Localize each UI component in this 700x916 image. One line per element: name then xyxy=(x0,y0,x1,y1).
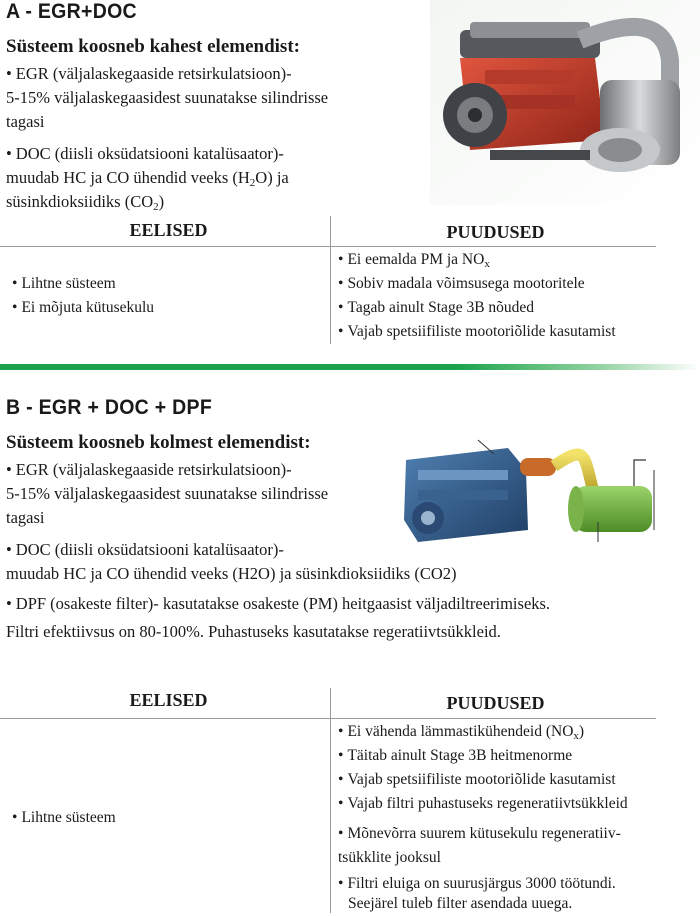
section-divider xyxy=(0,364,700,370)
section-b-egr-line3: tagasi xyxy=(6,508,45,527)
section-a-con-item: • Vajab spetsiifiliste mootoriõlide kasutamist xyxy=(338,320,616,344)
section-a-doc-line3: süsinkdioksiidiks $(CO_2)$ xyxy=(6,192,165,213)
section-a-pros-header: EELISED xyxy=(129,220,208,240)
section-b-con-item: • Filtri eluiga on suurusjärgus 3000 töötundi. xyxy=(338,872,616,896)
section-b-con-item: • Täitab ainult Stage 3B heitmenorme xyxy=(338,744,572,768)
section-a-title: A - EGR+DOC xyxy=(6,0,137,23)
engine-egr-doc-dpf-icon xyxy=(398,430,656,552)
section-b-egr-line2: 5-15% väljalaskegaasidest suunatakse silindrisse xyxy=(6,484,329,503)
section-b-title: B - EGR + DOC + DPF xyxy=(6,396,213,419)
section-a-egr-line1: • EGR (väljalaskegaaside retsirkulatsioon)- xyxy=(6,62,292,86)
section-b-doc-line2: muudab HC ja CO ühendid veeks (H2O) ja süsinkdioksiidiks (CO2) xyxy=(6,564,457,583)
section-b-con-item: • Mõnevõrra suurem kütusekulu regeneratiiv- xyxy=(338,822,621,846)
section-b-table-rule xyxy=(0,718,656,719)
section-b-con-item-cont: Seejärel tuleb filter asendada uuega. xyxy=(348,895,573,912)
section-b-con-item: • Vajab filtri puhastuseks regeneratiivtsükkleid xyxy=(338,792,628,816)
engine-egr-doc-dpf-illustration xyxy=(398,430,656,552)
section-b-dpf-line1: • DPF (osakeste filter)- kasutatakse osakeste (PM) heitgaasist väljadiltreerimiseks. xyxy=(6,592,550,616)
section-a-table-rule xyxy=(0,246,656,247)
section-a-doc-line2: muudab HC ja CO ühendid veeks $(H_2O)$ ja xyxy=(6,168,289,189)
section-b-con-item: • Vajab spetsiifiliste mootoriõlide kasutamist xyxy=(338,768,616,792)
section-b-pro-item: • Lihtne süsteem xyxy=(12,806,116,830)
section-b-cons-header: PUUDUSED xyxy=(446,693,545,713)
section-a-con-item: • Ei eemalda PM ja $NO_x$ xyxy=(338,248,490,276)
section-b-con-item: • Ei vähenda lämmastikühendeid $(NO_x)$ xyxy=(338,720,584,748)
engine-egr-doc-illustration xyxy=(430,0,700,205)
section-a-pro-item: • Ei mõjuta kütusekulu xyxy=(12,296,154,320)
section-b-dpf-line2: Filtri efektiivsus on 80-100%. Puhastuseks kasutatakse regeratiivtsükkleid. xyxy=(6,622,501,641)
section-a-egr-line2: 5-15% väljalaskegaasidest suunatakse silindrisse xyxy=(6,88,329,107)
section-a-doc-line1: • DOC (diisli oksüdatsiooni katalüsaator)- xyxy=(6,142,284,166)
section-a-pro-item: • Lihtne süsteem xyxy=(12,272,116,296)
section-a-con-item: • Tagab ainult Stage 3B nõuded xyxy=(338,296,534,320)
section-b-doc-line1: • DOC (diisli oksüdatsiooni katalüsaator)- xyxy=(6,538,284,562)
section-b-table-divider xyxy=(330,688,331,913)
section-b-pros-header: EELISED xyxy=(129,690,208,710)
section-a-subtitle: Süsteem koosneb kahest elemendist: xyxy=(6,36,300,57)
section-b-con-item-cont: tsükklite jooksul xyxy=(338,849,441,866)
section-a-egr-line3: tagasi xyxy=(6,112,45,131)
section-a-cons-header: PUUDUSED xyxy=(446,222,545,242)
section-b-egr-line1: • EGR (väljalaskegaaside retsirkulatsioon)- xyxy=(6,458,292,482)
engine-egr-doc-icon xyxy=(430,0,700,205)
section-a-table-divider xyxy=(330,216,331,344)
section-b-subtitle: Süsteem koosneb kolmest elemendist: xyxy=(6,432,311,453)
section-a-con-item: • Sobiv madala võimsusega mootoritele xyxy=(338,272,585,296)
